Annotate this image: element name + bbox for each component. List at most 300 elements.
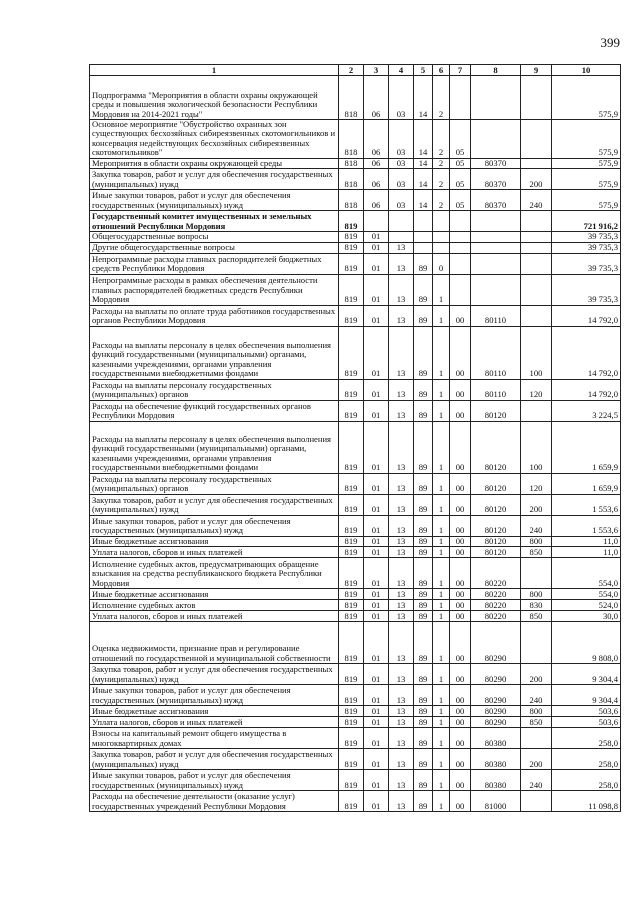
code-ministry: 819 <box>339 664 364 685</box>
code-subsection: 13 <box>389 600 414 611</box>
code-subsection: 13 <box>389 305 414 326</box>
amount: 258,0 <box>552 749 621 770</box>
code-expense-type: 850 <box>521 611 552 622</box>
code-measure: 00 <box>450 611 471 622</box>
code-section: 01 <box>364 515 389 536</box>
code-subprogram: 1 <box>433 622 450 664</box>
code-subsection: 13 <box>389 547 414 558</box>
code-expense-type: 120 <box>521 473 552 494</box>
table-row <box>90 120 621 159</box>
row-description: Исполнение судебных актов <box>90 600 339 611</box>
code-measure: 00 <box>450 473 471 494</box>
code-subsection: 13 <box>389 274 414 305</box>
code-direction: 80370 <box>471 190 521 211</box>
code-ministry: 819 <box>339 421 364 473</box>
code-direction: 80220 <box>471 600 521 611</box>
code-measure: 00 <box>450 400 471 421</box>
code-subsection: 13 <box>389 611 414 622</box>
amount: 1 659,9 <box>552 473 621 494</box>
code-direction <box>471 274 521 305</box>
code-program: 89 <box>414 622 433 664</box>
row-description: Уплата налогов, сборов и иных платежей <box>90 611 339 622</box>
amount: 9 304,4 <box>552 664 621 685</box>
row-description: Мероприятия в области охраны окружающей среды <box>90 158 339 168</box>
table-row <box>90 326 621 379</box>
code-expense-type <box>521 211 552 232</box>
code-ministry: 819 <box>339 494 364 515</box>
code-expense-type: 200 <box>521 749 552 770</box>
code-subprogram: 1 <box>433 791 450 812</box>
code-subsection: 13 <box>389 622 414 664</box>
code-subprogram: 1 <box>433 664 450 685</box>
amount: 1 659,9 <box>552 421 621 473</box>
code-section: 01 <box>364 242 389 253</box>
code-subsection: 13 <box>389 791 414 812</box>
table-row <box>90 728 621 749</box>
code-direction: 80290 <box>471 622 521 664</box>
code-subprogram: 2 <box>433 120 450 159</box>
code-direction: 80380 <box>471 770 521 791</box>
table-row <box>90 158 621 168</box>
row-description: Закупка товаров, работ и услуг для обеспечения государственных (муниципальных) нужд <box>90 494 339 515</box>
table-row <box>90 622 621 664</box>
row-description: Расходы на выплаты персоналу в целях обеспечения выполнения функций государственными (муниципальными) органами, казенными учреждениями, органами управления государственными внебюджетными фондами <box>90 326 339 379</box>
table-row <box>90 211 621 232</box>
table-row <box>90 685 621 706</box>
code-program: 89 <box>414 717 433 728</box>
code-subprogram: 1 <box>433 305 450 326</box>
code-section: 01 <box>364 611 389 622</box>
amount: 39 735,3 <box>552 242 621 253</box>
row-description: Расходы на выплаты персоналу государственных (муниципальных) органов <box>90 379 339 400</box>
code-expense-type: 850 <box>521 547 552 558</box>
code-section: 01 <box>364 253 389 274</box>
code-subprogram: 1 <box>433 685 450 706</box>
table-row <box>90 169 621 190</box>
code-program <box>414 211 433 232</box>
code-ministry: 819 <box>339 211 364 232</box>
code-measure: 00 <box>450 600 471 611</box>
code-direction: 80370 <box>471 158 521 168</box>
code-subprogram: 1 <box>433 473 450 494</box>
code-measure: 00 <box>450 589 471 600</box>
code-direction: 80120 <box>471 494 521 515</box>
row-description: Исполнение судебных актов, предусматривающих обращение взыскания на средства республиканского бюджета Республики Мордовия <box>90 558 339 589</box>
code-expense-type: 800 <box>521 589 552 600</box>
code-section: 06 <box>364 169 389 190</box>
code-measure <box>450 211 471 232</box>
code-subprogram: 1 <box>433 611 450 622</box>
code-measure: 05 <box>450 190 471 211</box>
code-expense-type <box>521 158 552 168</box>
code-measure: 00 <box>450 305 471 326</box>
code-measure: 00 <box>450 622 471 664</box>
code-ministry: 819 <box>339 379 364 400</box>
code-expense-type: 100 <box>521 421 552 473</box>
code-subprogram: 1 <box>433 728 450 749</box>
code-direction: 80120 <box>471 473 521 494</box>
amount: 575,9 <box>552 190 621 211</box>
row-description: Общегосударственные вопросы <box>90 232 339 242</box>
code-subsection: 13 <box>389 473 414 494</box>
code-ministry: 818 <box>339 120 364 159</box>
code-ministry: 818 <box>339 76 364 120</box>
code-measure: 00 <box>450 717 471 728</box>
code-expense-type <box>521 305 552 326</box>
code-measure: 00 <box>450 536 471 546</box>
code-measure: 00 <box>450 558 471 589</box>
code-subsection: 03 <box>389 169 414 190</box>
code-measure: 00 <box>450 326 471 379</box>
row-description: Оценка недвижимости, признание прав и регулирование отношений по государственной и муниципальной собственности <box>90 622 339 664</box>
amount: 1 553,6 <box>552 494 621 515</box>
code-ministry: 819 <box>339 305 364 326</box>
code-measure <box>450 232 471 242</box>
code-direction: 80120 <box>471 400 521 421</box>
code-subsection: 13 <box>389 664 414 685</box>
code-expense-type: 240 <box>521 190 552 211</box>
code-program: 89 <box>414 770 433 791</box>
table-row <box>90 379 621 400</box>
amount: 554,0 <box>552 558 621 589</box>
code-subsection: 13 <box>389 706 414 717</box>
code-subsection: 03 <box>389 76 414 120</box>
table-row <box>90 305 621 326</box>
code-section: 06 <box>364 120 389 159</box>
code-program: 89 <box>414 305 433 326</box>
code-ministry: 819 <box>339 685 364 706</box>
code-ministry: 819 <box>339 749 364 770</box>
code-ministry: 818 <box>339 190 364 211</box>
code-subprogram: 1 <box>433 770 450 791</box>
code-subprogram: 2 <box>433 158 450 168</box>
code-program: 89 <box>414 494 433 515</box>
code-direction: 80220 <box>471 558 521 589</box>
code-measure: 05 <box>450 158 471 168</box>
code-expense-type: 100 <box>521 326 552 379</box>
code-section: 01 <box>364 664 389 685</box>
code-ministry: 819 <box>339 253 364 274</box>
code-program: 89 <box>414 274 433 305</box>
code-ministry: 818 <box>339 169 364 190</box>
budget-table <box>89 64 621 812</box>
code-subsection: 13 <box>389 242 414 253</box>
amount: 524,0 <box>552 600 621 611</box>
code-expense-type: 830 <box>521 600 552 611</box>
code-ministry: 819 <box>339 400 364 421</box>
code-program: 89 <box>414 791 433 812</box>
table-row <box>90 589 621 600</box>
code-subsection: 03 <box>389 158 414 168</box>
code-section: 01 <box>364 706 389 717</box>
code-subsection: 13 <box>389 770 414 791</box>
code-program: 89 <box>414 515 433 536</box>
code-program: 89 <box>414 379 433 400</box>
row-description: Расходы на обеспечение функций государственных органов Республики Мордовия <box>90 400 339 421</box>
row-description: Взносы на капитальный ремонт общего имущества в многоквартирных домах <box>90 728 339 749</box>
table-row <box>90 664 621 685</box>
code-measure: 00 <box>450 685 471 706</box>
table-row <box>90 274 621 305</box>
code-direction: 80110 <box>471 379 521 400</box>
code-subsection: 13 <box>389 400 414 421</box>
code-direction <box>471 232 521 242</box>
amount: 258,0 <box>552 728 621 749</box>
code-subprogram: 1 <box>433 547 450 558</box>
amount: 11,0 <box>552 547 621 558</box>
code-measure: 00 <box>450 547 471 558</box>
code-section: 01 <box>364 473 389 494</box>
table-row <box>90 421 621 473</box>
code-direction <box>471 242 521 253</box>
amount: 11 098,8 <box>552 791 621 812</box>
table-row <box>90 611 621 622</box>
code-program: 14 <box>414 169 433 190</box>
table-row <box>90 494 621 515</box>
code-subsection: 13 <box>389 421 414 473</box>
code-section: 01 <box>364 547 389 558</box>
amount: 3 224,5 <box>552 400 621 421</box>
code-expense-type: 240 <box>521 515 552 536</box>
table-row <box>90 536 621 546</box>
code-subsection: 03 <box>389 190 414 211</box>
code-ministry: 819 <box>339 473 364 494</box>
code-subsection: 13 <box>389 515 414 536</box>
code-expense-type: 800 <box>521 536 552 546</box>
row-description: Закупка товаров, работ и услуг для обеспечения государственных (муниципальных) нужд <box>90 169 339 190</box>
code-direction: 80120 <box>471 547 521 558</box>
code-section: 01 <box>364 685 389 706</box>
code-direction <box>471 253 521 274</box>
table-row <box>90 253 621 274</box>
page-number: 399 <box>600 35 620 50</box>
code-direction: 80120 <box>471 421 521 473</box>
code-measure: 00 <box>450 515 471 536</box>
amount: 30,0 <box>552 611 621 622</box>
code-program: 89 <box>414 611 433 622</box>
code-program: 89 <box>414 253 433 274</box>
code-ministry: 819 <box>339 274 364 305</box>
amount: 11,0 <box>552 536 621 546</box>
code-expense-type: 200 <box>521 494 552 515</box>
code-section: 01 <box>364 494 389 515</box>
code-subsection: 13 <box>389 717 414 728</box>
code-expense-type <box>521 622 552 664</box>
code-ministry: 819 <box>339 242 364 253</box>
code-subsection: 13 <box>389 558 414 589</box>
code-direction: 80380 <box>471 749 521 770</box>
table-row <box>90 600 621 611</box>
code-measure <box>450 242 471 253</box>
amount: 39 735,3 <box>552 274 621 305</box>
code-measure: 00 <box>450 494 471 515</box>
column-header: 3 <box>364 65 389 76</box>
code-direction: 80120 <box>471 536 521 546</box>
column-header: 7 <box>450 65 471 76</box>
code-section: 01 <box>364 717 389 728</box>
table-row <box>90 76 621 120</box>
code-direction <box>471 120 521 159</box>
code-direction: 80110 <box>471 305 521 326</box>
code-program: 89 <box>414 536 433 546</box>
table-row <box>90 717 621 728</box>
amount: 9 304,4 <box>552 685 621 706</box>
code-direction: 80290 <box>471 717 521 728</box>
code-subprogram: 1 <box>433 749 450 770</box>
row-description: Уплата налогов, сборов и иных платежей <box>90 717 339 728</box>
amount: 575,9 <box>552 158 621 168</box>
code-expense-type <box>521 558 552 589</box>
code-program: 89 <box>414 685 433 706</box>
code-measure: 05 <box>450 120 471 159</box>
code-expense-type <box>521 400 552 421</box>
code-section: 06 <box>364 76 389 120</box>
code-ministry: 819 <box>339 770 364 791</box>
row-description: Другие общегосударственные вопросы <box>90 242 339 253</box>
code-direction: 80110 <box>471 326 521 379</box>
code-section: 01 <box>364 379 389 400</box>
code-expense-type: 240 <box>521 685 552 706</box>
code-section: 01 <box>364 749 389 770</box>
code-expense-type <box>521 274 552 305</box>
column-header: 1 <box>90 65 339 76</box>
row-description: Уплата налогов, сборов и иных платежей <box>90 547 339 558</box>
code-subprogram: 1 <box>433 589 450 600</box>
column-header: 10 <box>552 65 621 76</box>
code-subsection: 13 <box>389 536 414 546</box>
row-description: Закупка товаров, работ и услуг для обеспечения государственных (муниципальных) нужд <box>90 664 339 685</box>
row-description: Государственный комитет имущественных и земельных отношений Республики Мордовия <box>90 211 339 232</box>
code-section: 01 <box>364 622 389 664</box>
column-header: 9 <box>521 65 552 76</box>
code-subprogram <box>433 211 450 232</box>
table-row <box>90 232 621 242</box>
code-program: 14 <box>414 158 433 168</box>
amount: 503,6 <box>552 706 621 717</box>
code-section: 01 <box>364 305 389 326</box>
code-direction <box>471 76 521 120</box>
amount: 39 735,3 <box>552 232 621 242</box>
code-section: 01 <box>364 791 389 812</box>
row-description: Закупка товаров, работ и услуг для обеспечения государственных (муниципальных) нужд <box>90 749 339 770</box>
code-expense-type: 850 <box>521 717 552 728</box>
code-ministry: 819 <box>339 622 364 664</box>
code-subsection <box>389 211 414 232</box>
code-expense-type: 200 <box>521 169 552 190</box>
code-subprogram: 1 <box>433 558 450 589</box>
code-section: 01 <box>364 558 389 589</box>
table-row <box>90 558 621 589</box>
row-description: Иные бюджетные ассигнования <box>90 706 339 717</box>
code-expense-type <box>521 253 552 274</box>
code-expense-type <box>521 232 552 242</box>
code-section: 01 <box>364 232 389 242</box>
code-subprogram: 1 <box>433 400 450 421</box>
code-expense-type <box>521 728 552 749</box>
code-subsection: 13 <box>389 326 414 379</box>
code-section: 01 <box>364 600 389 611</box>
amount: 14 792,0 <box>552 305 621 326</box>
table-row <box>90 242 621 253</box>
code-section <box>364 211 389 232</box>
code-program: 89 <box>414 558 433 589</box>
code-section: 01 <box>364 274 389 305</box>
code-direction: 80290 <box>471 706 521 717</box>
row-description: Расходы на выплаты персоналу государственных (муниципальных) органов <box>90 473 339 494</box>
code-direction: 80290 <box>471 685 521 706</box>
code-subprogram: 1 <box>433 421 450 473</box>
code-ministry: 819 <box>339 589 364 600</box>
code-section: 06 <box>364 158 389 168</box>
code-measure: 00 <box>450 706 471 717</box>
amount: 554,0 <box>552 589 621 600</box>
code-measure: 00 <box>450 749 471 770</box>
code-subsection: 13 <box>389 494 414 515</box>
row-description: Иные бюджетные ассигнования <box>90 589 339 600</box>
code-section: 01 <box>364 400 389 421</box>
table-body <box>90 76 621 812</box>
header-row <box>90 65 621 76</box>
code-direction: 80370 <box>471 169 521 190</box>
code-subprogram: 2 <box>433 169 450 190</box>
code-expense-type <box>521 791 552 812</box>
code-program: 89 <box>414 706 433 717</box>
amount: 14 792,0 <box>552 379 621 400</box>
column-header: 6 <box>433 65 450 76</box>
code-section: 01 <box>364 326 389 379</box>
table-row <box>90 791 621 812</box>
code-expense-type <box>521 120 552 159</box>
code-program: 89 <box>414 326 433 379</box>
row-description: Иные закупки товаров, работ и услуг для обеспечения государственных (муниципальных) нужд <box>90 770 339 791</box>
code-subsection: 13 <box>389 749 414 770</box>
code-direction: 80220 <box>471 611 521 622</box>
code-subprogram: 1 <box>433 494 450 515</box>
code-section: 01 <box>364 589 389 600</box>
row-description: Иные закупки товаров, работ и услуг для обеспечения государственных (муниципальных) нужд <box>90 685 339 706</box>
code-subprogram: 1 <box>433 717 450 728</box>
code-expense-type: 200 <box>521 664 552 685</box>
table-row <box>90 515 621 536</box>
code-measure <box>450 274 471 305</box>
table-row <box>90 473 621 494</box>
row-description: Расходы на выплаты по оплате труда работников государственных органов Республики Мордовия <box>90 305 339 326</box>
row-description: Иные закупки товаров, работ и услуг для обеспечения государственных (муниципальных) нужд <box>90 515 339 536</box>
table-row <box>90 706 621 717</box>
code-ministry: 818 <box>339 158 364 168</box>
code-program: 89 <box>414 473 433 494</box>
code-measure: 00 <box>450 379 471 400</box>
code-measure: 05 <box>450 169 471 190</box>
row-description: Основное мероприятие "Обустройство охранных зон существующих бесхозяйных сибиреязвенных скотомогильников и консервация недействующих бесхозяйных сибиреязвенных скотомогильников" <box>90 120 339 159</box>
code-ministry: 819 <box>339 717 364 728</box>
code-ministry: 819 <box>339 791 364 812</box>
row-description: Иные закупки товаров, работ и услуг для обеспечения государственных (муниципальных) нужд <box>90 190 339 211</box>
code-program: 89 <box>414 728 433 749</box>
row-description: Непрограммные расходы главных распорядителей бюджетных средств Республики Мордовия <box>90 253 339 274</box>
code-measure: 00 <box>450 728 471 749</box>
code-ministry: 819 <box>339 728 364 749</box>
row-description: Непрограммные расходы в рамках обеспечения деятельности главных распорядителей бюджетных средств Республики Мордовия <box>90 274 339 305</box>
table-row <box>90 770 621 791</box>
column-header: 2 <box>339 65 364 76</box>
code-direction <box>471 211 521 232</box>
code-ministry: 819 <box>339 326 364 379</box>
code-measure: 00 <box>450 770 471 791</box>
table-row <box>90 547 621 558</box>
code-subprogram: 2 <box>433 190 450 211</box>
row-description: Подпрограмма "Мероприятия в области охраны окружающей среды и повышения экологической безопасности Республики Мордовия на 2014-2021 годы" <box>90 76 339 120</box>
